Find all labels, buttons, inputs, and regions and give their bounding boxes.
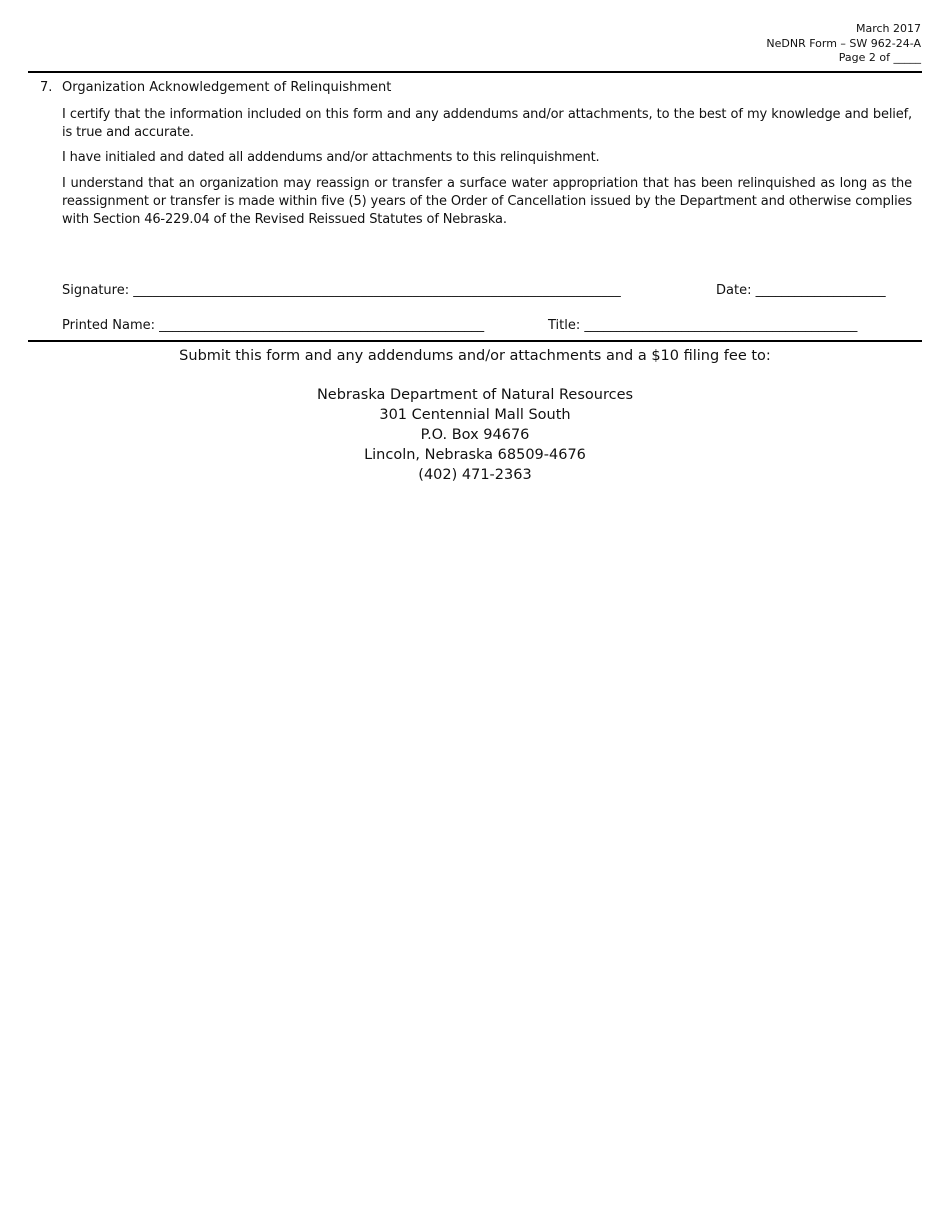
mailing-address bbox=[0, 385, 950, 485]
address-line: Nebraska Department of Natural Resources bbox=[316, 387, 634, 403]
date-field[interactable]: Date: ____________________ bbox=[716, 283, 886, 298]
page-number: Page 2 of _____ bbox=[838, 51, 921, 64]
top-divider bbox=[28, 71, 922, 73]
certification-paragraph: I certify that the information included on this form and any addendums and/or attachments, to the best of my knowledge and belief, is true and accurate. bbox=[62, 107, 912, 140]
printed-name-field[interactable]: Printed Name: __________________________________________________ bbox=[62, 318, 485, 333]
initials-paragraph: I have initialed and dated all addendums and/or attachments to this relinquishment. bbox=[62, 150, 600, 165]
phone-number: (402) 471-2363 bbox=[418, 467, 532, 483]
form-header bbox=[766, 22, 921, 66]
signature-field[interactable]: Signature: ___________________________________________________________________________ bbox=[62, 283, 621, 298]
address-line: 301 Centennial Mall South bbox=[379, 407, 571, 423]
form-id: NeDNR Form – SW 962-24-A bbox=[766, 36, 921, 50]
section-title: Organization Acknowledgement of Relinquishment bbox=[62, 80, 392, 95]
bottom-divider bbox=[28, 340, 922, 342]
reassignment-paragraph: I understand that an organization may reassign or transfer a surface water appropriation that has been relinquished as long as the reassignment or transfer is made within five (5) years of the Order of Cancellation issued by the Department and otherwise complies with Section 46-229.04 of the Revised Reissued Statutes of Nebraska. bbox=[62, 176, 912, 227]
submission-instruction: Submit this form and any addendums and/or attachments and a $10 filing fee to: bbox=[179, 348, 771, 364]
form-date: March 2017 bbox=[855, 22, 921, 35]
section-number: 7. bbox=[40, 80, 53, 95]
title-field[interactable]: Title: __________________________________________ bbox=[548, 318, 858, 333]
address-line: P.O. Box 94676 bbox=[420, 427, 530, 443]
address-line: Lincoln, Nebraska 68509-4676 bbox=[364, 447, 586, 463]
